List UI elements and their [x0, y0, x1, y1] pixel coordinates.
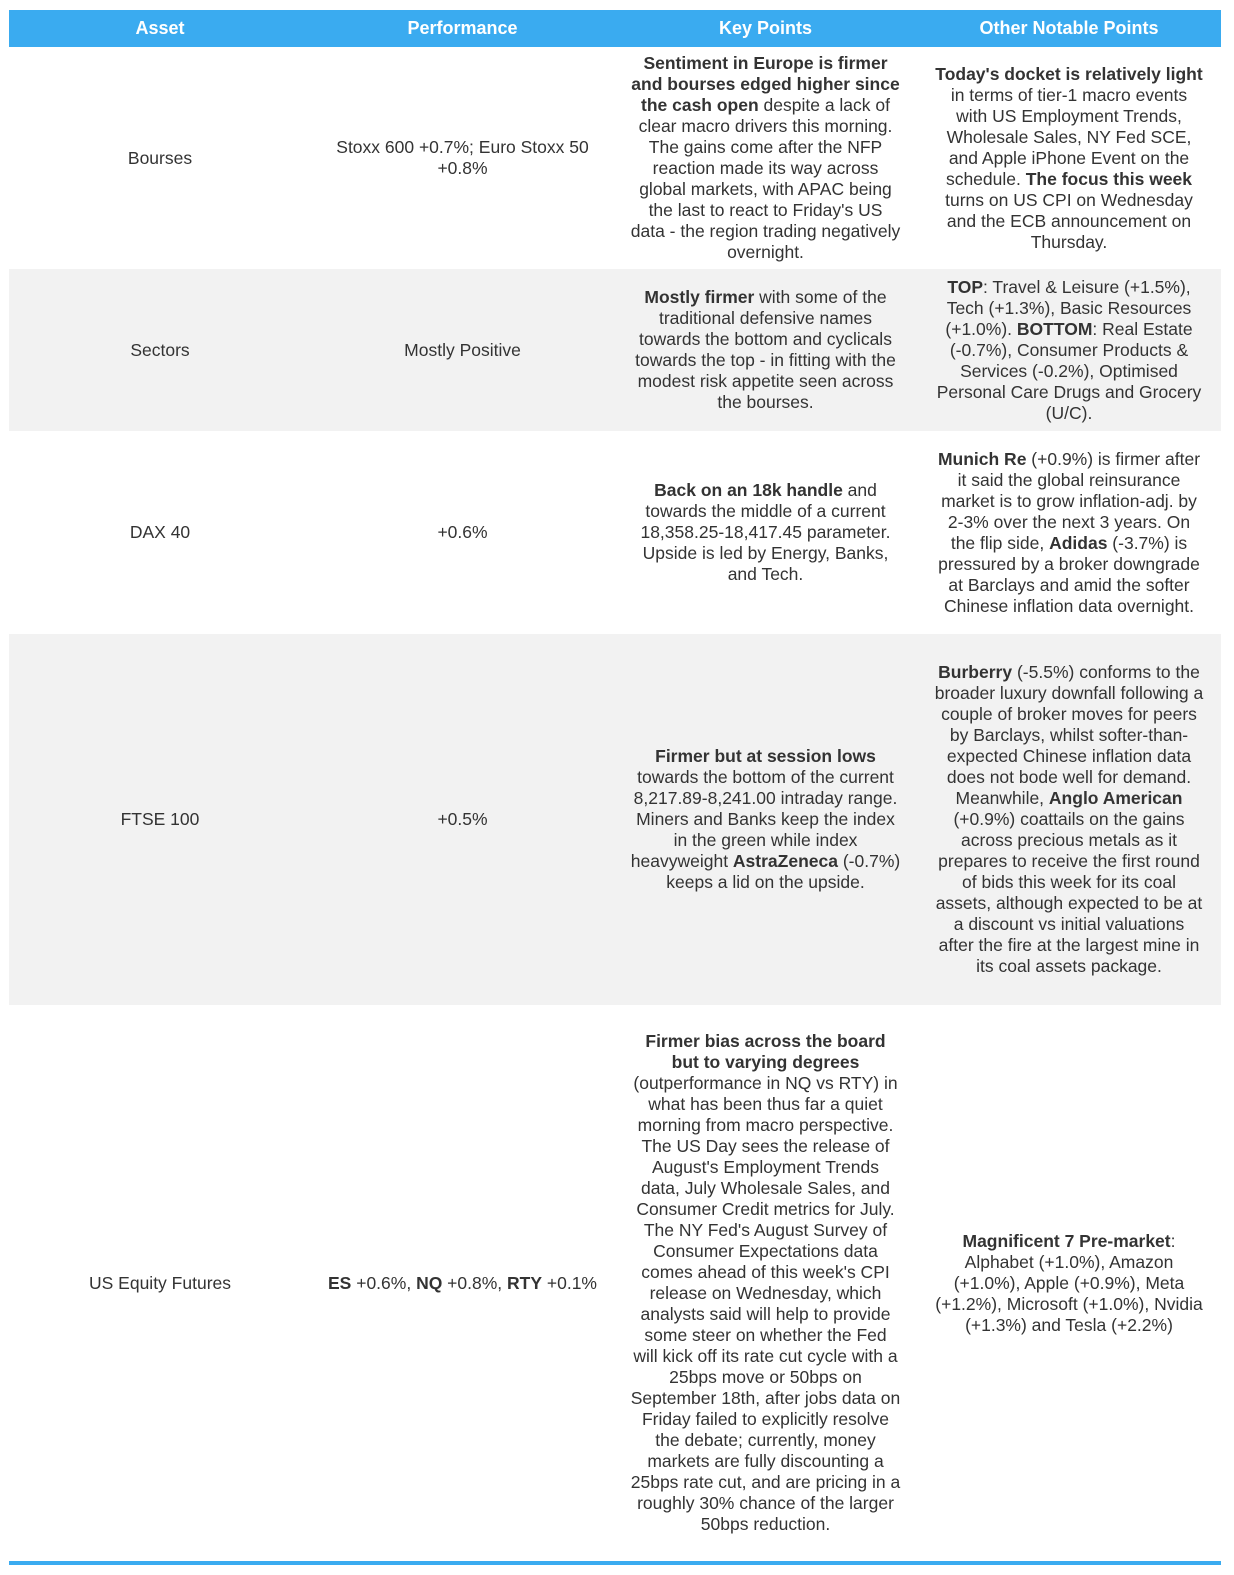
- other-points-cell: [917, 634, 1221, 1005]
- asset-name: Bourses: [127, 147, 193, 168]
- text-run: : Real Estate (-0.7%), Consumer Products & Services (-0.2%), Optimised Personal Care Drugs and Grocery (U/C).: [936, 318, 1202, 423]
- text-run: +0.1%: [542, 1272, 597, 1293]
- performance-cell: [311, 47, 614, 269]
- bold-run: ES: [328, 1272, 352, 1293]
- bold-run: The focus this week: [1025, 168, 1193, 189]
- performance-cell: [311, 634, 614, 1005]
- bold-run: Firmer but at session lows: [655, 746, 876, 766]
- key-points-cell: [614, 634, 917, 1005]
- text-run: +0.6%: [437, 522, 488, 542]
- text-run: with some of the traditional defensive names towards the bottom and cyclicals towards the top - in fitting with the modest risk appetite seen across the bourses.: [635, 287, 896, 412]
- table-header: [9, 10, 1221, 47]
- key-points-cell: [614, 431, 917, 634]
- bold-run: Today's docket is relatively light: [935, 63, 1203, 84]
- header-asset: Asset: [135, 18, 185, 38]
- asset-name: Sectors: [130, 339, 190, 360]
- other-points-text: [934, 64, 1204, 253]
- table-row: [9, 269, 1221, 431]
- other-points-cell: [917, 1005, 1221, 1561]
- text-run: (-5.5%) conforms to the broader luxury downfall following a couple of broker moves for peers by Barclays, whilst softer-than-expected Chinese inflation data does not bode well for demand. Meanwhile,: [934, 662, 1204, 808]
- text-run: and towards the middle of a current 18,358.25-18,417.45 parameter. Upside is led by Energy, Banks, and Tech.: [640, 480, 891, 584]
- header-other-notable-points: Other Notable Points: [979, 18, 1159, 38]
- header-performance: Performance: [407, 18, 518, 38]
- market-summary-table: [9, 10, 1221, 1561]
- table-row: [9, 1005, 1221, 1561]
- asset-cell: [9, 1005, 311, 1561]
- text-run: (+0.9%) coattails on the gains across precious metals as it prepares to receive the first round of bids this week for its coal assets, although expected to be at a discount vs initial valuations after the fire at the largest mine in its coal assets package.: [935, 809, 1203, 976]
- performance-text: [328, 340, 598, 361]
- text-run: turns on US CPI on Wednesday and the ECB announcement on Thursday.: [945, 189, 1193, 252]
- asset-cell: [9, 47, 311, 269]
- bold-run: Mostly firmer: [644, 287, 755, 307]
- key-points-text: [631, 1031, 901, 1535]
- header-key-points: Key Points: [718, 18, 813, 38]
- other-points-text: [934, 449, 1204, 617]
- performance-text: [328, 809, 598, 830]
- bold-run: AstraZeneca: [732, 851, 838, 871]
- table-row: [9, 47, 1221, 269]
- text-run: (-0.7%) keeps a lid on the upside.: [666, 851, 901, 892]
- other-points-text: [934, 662, 1204, 977]
- asset-name: US Equity Futures: [89, 1272, 231, 1293]
- text-run: +0.6%,: [351, 1272, 417, 1293]
- key-points-text: [631, 480, 901, 585]
- performance-text: [328, 522, 598, 543]
- other-points-text: [934, 1231, 1204, 1336]
- bold-run: Sentiment in Europe is firmer and bourses edged higher since the cash open: [631, 53, 900, 115]
- bold-run: RTY: [507, 1272, 543, 1293]
- text-run: +0.5%: [437, 809, 488, 829]
- text-run: in terms of tier-1 macro events with US Employment Trends, Wholesale Sales, NY Fed SCE, and Apple iPhone Event on the schedule.: [945, 84, 1192, 189]
- performance-cell: [311, 1005, 614, 1561]
- table-bottom-rule: [9, 1561, 1221, 1565]
- other-points-text: [934, 277, 1204, 424]
- performance-text: [328, 137, 598, 179]
- bold-run: Anglo American: [1048, 788, 1183, 808]
- key-points-text: [631, 53, 901, 263]
- other-points-cell: [917, 431, 1221, 634]
- text-run: +0.8%,: [442, 1272, 508, 1293]
- text-run: (-3.7%) is pressured by a broker downgrade at Barclays and amid the softer Chinese inflation data overnight.: [938, 532, 1200, 616]
- text-run: : Travel & Leisure (+1.5%), Tech (+1.3%), Basic Resources (+1.0%).: [945, 276, 1192, 339]
- bold-run: TOP: [947, 276, 983, 297]
- performance-cell: [311, 269, 614, 431]
- asset-name: DAX 40: [129, 522, 191, 542]
- text-run: : Alphabet (+1.0%), Amazon (+1.0%), Apple (+0.9%), Meta (+1.2%), Microsoft (+1.0%), Nvidia (+1.3%) and Tesla (+2.2%): [935, 1230, 1203, 1335]
- key-points-cell: [614, 47, 917, 269]
- table-row: [9, 634, 1221, 1005]
- bold-run: Firmer bias across the board but to varying degrees: [645, 1031, 886, 1072]
- key-points-cell: [614, 269, 917, 431]
- performance-text: [328, 1273, 598, 1294]
- bold-run: Munich Re: [937, 448, 1027, 469]
- key-points-cell: [614, 1005, 917, 1561]
- bold-run: Magnificent 7 Pre-market: [962, 1230, 1171, 1251]
- text-run: despite a lack of clear macro drivers this morning. The gains come after the NFP reaction made its way across global markets, with APAC being the last to react to Friday's US data - the region trading negatively overnight.: [630, 95, 901, 262]
- asset-cell: [9, 634, 311, 1005]
- key-points-text: [631, 287, 901, 413]
- bold-run: Burberry: [938, 662, 1013, 682]
- key-points-text: [631, 746, 901, 893]
- bold-run: Back on an 18k handle: [654, 480, 843, 500]
- asset-cell: [9, 431, 311, 634]
- table-row: [9, 431, 1221, 634]
- text-run: Mostly Positive: [404, 339, 521, 360]
- other-points-cell: [917, 269, 1221, 431]
- text-run: (+0.9%) is firmer after it said the global reinsurance market is to grow inflation-adj. by 2-3% over the next 3 years. On the flip side,: [941, 448, 1201, 553]
- bold-run: BOTTOM: [1016, 318, 1093, 339]
- bold-run: NQ: [416, 1272, 443, 1293]
- asset-cell: [9, 269, 311, 431]
- text-run: Stoxx 600 +0.7%; Euro Stoxx 50 +0.8%: [336, 137, 589, 178]
- performance-cell: [311, 431, 614, 634]
- asset-name: FTSE 100: [120, 809, 200, 829]
- text-run: towards the bottom of the current 8,217.89-8,241.00 intraday range. Miners and Banks keep the index in the green while index heavyweight: [630, 767, 898, 871]
- other-points-cell: [917, 47, 1221, 269]
- text-run: (outperformance in NQ vs RTY) in what has been thus far a quiet morning from macro perspective. The US Day sees the release of August's Employment Trends data, July Wholesale Sales, and Consumer Credit metrics for July. The NY Fed's August Survey of Consumer Expectations data comes ahead of this week's CPI release on Wednesday, which analysts said will help to provide some steer on whether the Fed will kick off its rate cut cycle with a 25bps move or 50bps on September 18th, after jobs data on Friday failed to explicitly resolve the debate; currently, money markets are fully discounting a 25bps rate cut, and are pricing in a roughly 30% chance of the larger 50bps reduction.: [630, 1073, 901, 1534]
- bold-run: Adidas: [1049, 532, 1108, 553]
